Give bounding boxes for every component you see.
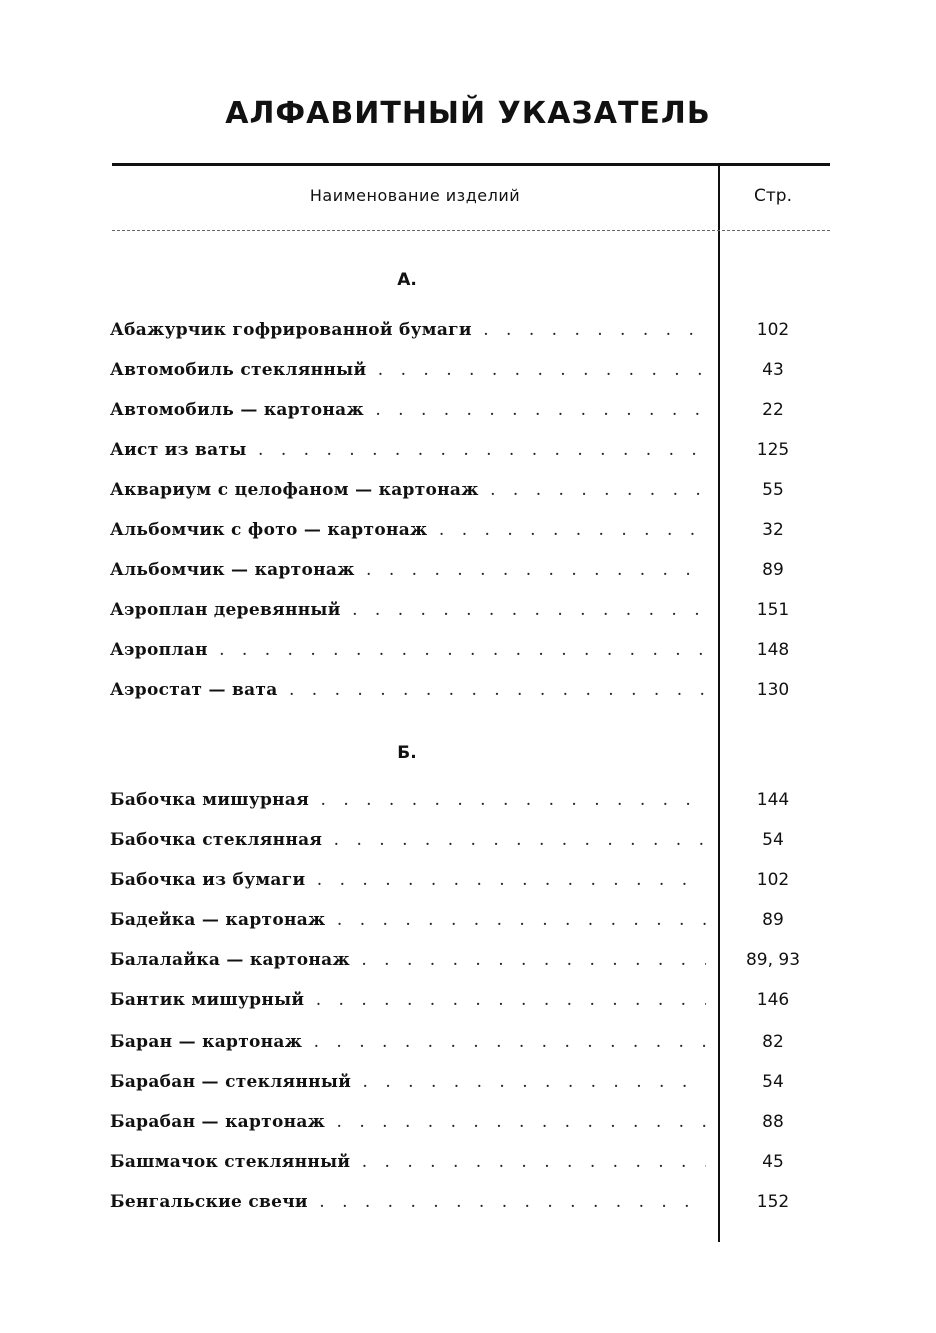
entry-name: Барабан — стеклянный . . . — [110, 1072, 706, 1092]
entry-name: Бантик мишурный . . . — [110, 990, 706, 1010]
entry-name: Балалайка — картонаж . . . — [110, 950, 706, 970]
list-item — [110, 830, 816, 856]
entry-name: Автомобиль стеклянный . . . — [110, 360, 706, 380]
entry-page: 32 — [762, 520, 784, 540]
entry-name: Аэроплан . . . — [110, 640, 706, 660]
list-item — [110, 1032, 816, 1058]
column-header-page: Стр. — [754, 186, 792, 206]
entry-name: Аэростат — вата . . . — [110, 680, 706, 700]
entry-page: 88 — [762, 1112, 784, 1132]
section-letter-b: Б. — [397, 743, 417, 763]
entry-name: Аэроплан деревянный . . . — [110, 600, 706, 620]
list-item — [110, 950, 816, 976]
entry-name: Бабочка стеклянная . . . — [110, 830, 706, 850]
page-title: АЛФАВИТНЫЙ УКАЗАТЕЛЬ — [225, 96, 711, 131]
list-item — [110, 520, 816, 546]
entry-page: 151 — [756, 600, 790, 620]
entry-name: Автомобиль — картонаж . . . — [110, 400, 706, 420]
column-header-name: Наименование изделий — [309, 186, 521, 205]
entry-page: 130 — [756, 680, 790, 700]
table-top-rule — [112, 163, 830, 166]
entry-page: 102 — [756, 870, 790, 890]
entry-page: 144 — [756, 790, 790, 810]
entry-page: 45 — [762, 1152, 784, 1172]
list-item — [110, 990, 816, 1016]
list-item — [110, 910, 816, 936]
entry-page: 148 — [756, 640, 790, 660]
entry-page: 82 — [762, 1032, 784, 1052]
list-item — [110, 1112, 816, 1138]
entry-name: Абажурчик гофрированной бумаги . . . — [110, 320, 706, 340]
list-item — [110, 680, 816, 706]
entry-page: 55 — [762, 480, 784, 500]
entry-name: Бабочка из бумаги . . . — [110, 870, 706, 890]
entry-name: Аист из ваты . . . — [110, 440, 706, 460]
entry-page: 54 — [762, 830, 784, 850]
entry-page: 22 — [762, 400, 784, 420]
list-item — [110, 560, 816, 586]
entry-name: Баран — картонаж . . . — [110, 1032, 706, 1052]
entry-page: 89, 93 — [745, 950, 801, 970]
list-item — [110, 600, 816, 626]
entry-name: Бадейка — картонаж . . . — [110, 910, 706, 930]
entry-name: Барабан — картонаж . . . — [110, 1112, 706, 1132]
list-item — [110, 640, 816, 666]
list-item — [110, 870, 816, 896]
entry-name: Бенгальские свечи . . . — [110, 1192, 706, 1212]
entry-name: Аквариум с целофаном — картонаж . . . — [110, 480, 706, 500]
list-item — [110, 1072, 816, 1098]
entry-page: 54 — [762, 1072, 784, 1092]
list-item — [110, 400, 816, 426]
entry-page: 125 — [756, 440, 790, 460]
entry-page: 146 — [756, 990, 790, 1010]
entry-name: Бабочка мишурная . . . — [110, 790, 706, 810]
entry-name: Альбомчик с фото — картонаж . . . — [110, 520, 706, 540]
header-separator — [112, 230, 830, 231]
entry-name: Башмачок стеклянный . . . — [110, 1152, 706, 1172]
entry-page: 102 — [756, 320, 790, 340]
list-item — [110, 440, 816, 466]
list-item — [110, 790, 816, 816]
list-item — [110, 360, 816, 386]
entry-page: 43 — [762, 360, 784, 380]
section-letter-a: А. — [397, 270, 417, 290]
list-item — [110, 1192, 816, 1218]
list-item — [110, 480, 816, 506]
list-item — [110, 320, 816, 346]
list-item — [110, 1152, 816, 1178]
entry-page: 89 — [762, 560, 784, 580]
entry-name: Альбомчик — картонаж . . . — [110, 560, 706, 580]
entry-page: 89 — [762, 910, 784, 930]
entry-page: 152 — [756, 1192, 790, 1212]
